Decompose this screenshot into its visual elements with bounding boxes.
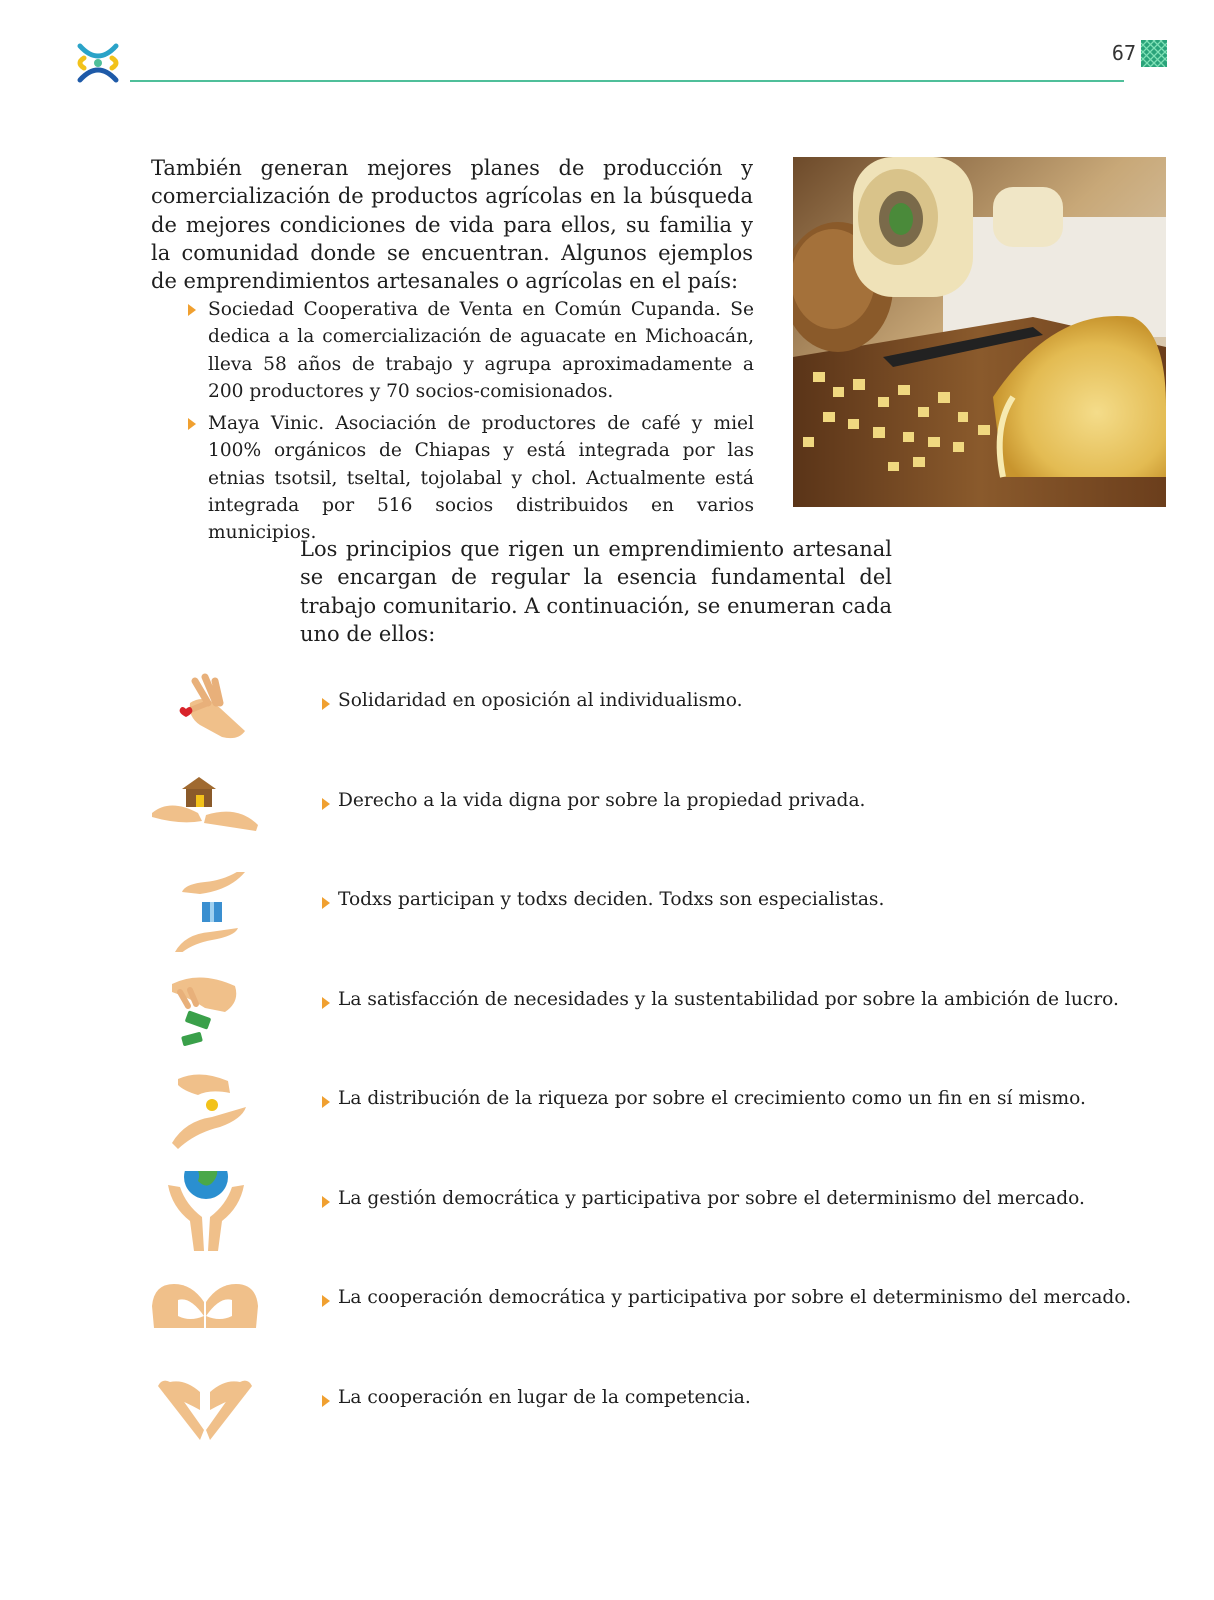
principle-item [150,1282,1132,1382]
bullet-icon [322,897,330,909]
page-badge-icon [1141,40,1167,67]
principle-text: La satisfacción de necesidades y la sustentabilidad por sobre la ambición de lucro. [338,988,1119,1010]
bullet-icon [322,997,330,1009]
cheese-photo [793,157,1166,507]
principle-text: La cooperación democrática y participativa por sobre el determinismo del mercado. [338,1287,1132,1308]
hand-money-icon [150,972,260,1052]
hand-heart-icon [150,673,260,753]
hands-house-icon [150,773,260,853]
header-rule [130,80,1124,82]
bullet-icon [322,698,330,710]
hands-heart-shape-icon [150,1270,260,1350]
bullet-icon [188,304,196,316]
principle-text: Derecho a la vida digna por sobre la propiedad privada. [338,789,866,811]
bullet-icon [322,1395,330,1407]
page-number: 67 [1111,41,1136,65]
list-item [188,296,754,405]
example-list [188,296,754,552]
hands-gift-icon [150,872,260,952]
principle-text: La cooperación en lugar de la competencia. [338,1386,751,1408]
logo-icon [74,38,122,88]
hands-heart-down-icon [150,1370,260,1450]
principle-item [150,1183,1090,1283]
principle-text: La gestión democrática y participativa por sobre el determinismo del mercado. [338,1187,1085,1209]
principle-item [150,984,1119,1084]
bullet-icon [188,418,196,430]
principle-item [150,785,1090,885]
principle-text: La distribución de la riqueza por sobre el crecimiento como un fin en sí mismo. [338,1088,1086,1109]
principles-list [150,685,1132,1481]
hands-globe-icon [150,1171,260,1251]
principles-intro: Los principios que rigen un emprendimiento artesanal se encargan de regular la esencia fundamental del trabajo comunitario. A continuación, se enumeran cada uno de ellos: [300,537,892,646]
bullet-icon [322,798,330,810]
list-item [188,410,754,546]
principle-item [150,685,1090,785]
principle-text: Solidaridad en oposición al individualismo. [338,690,743,711]
list-item-text: Sociedad Cooperativa de Venta en Común Cupanda. Se dedica a la comercialización de aguacate en Michoacán, lleva 58 años de trabajo y agrupa aproximadamente a 200 productores y 70 socios-comisionados. [208,299,754,402]
bullet-icon [322,1096,330,1108]
intro-paragraph: También generan mejores planes de producción y comercialización de productos agrícolas en la búsqueda de mejores condiciones de vida para ellos, su familia y la comunidad donde se encuentran. Algunos ejemplos de emprendimientos artesanales o agrícolas en el país: [151,156,753,294]
principle-text: Todxs participan y todxs deciden. Todxs son especialistas. [338,889,885,910]
bullet-icon [322,1196,330,1208]
bullet-icon [322,1295,330,1307]
principle-item [150,1382,1090,1482]
principle-item [150,1083,1090,1183]
hands-coin-icon [150,1071,260,1151]
principle-item [150,884,1090,984]
list-item-text: Maya Vinic. Asociación de productores de café y miel 100% orgánicos de Chiapas y está integrada por las etnias tsotsil, tseltal, tojolabal y chol. Actualmente está integrada por 516 socios distribuidos en varios municipios. [208,413,754,544]
